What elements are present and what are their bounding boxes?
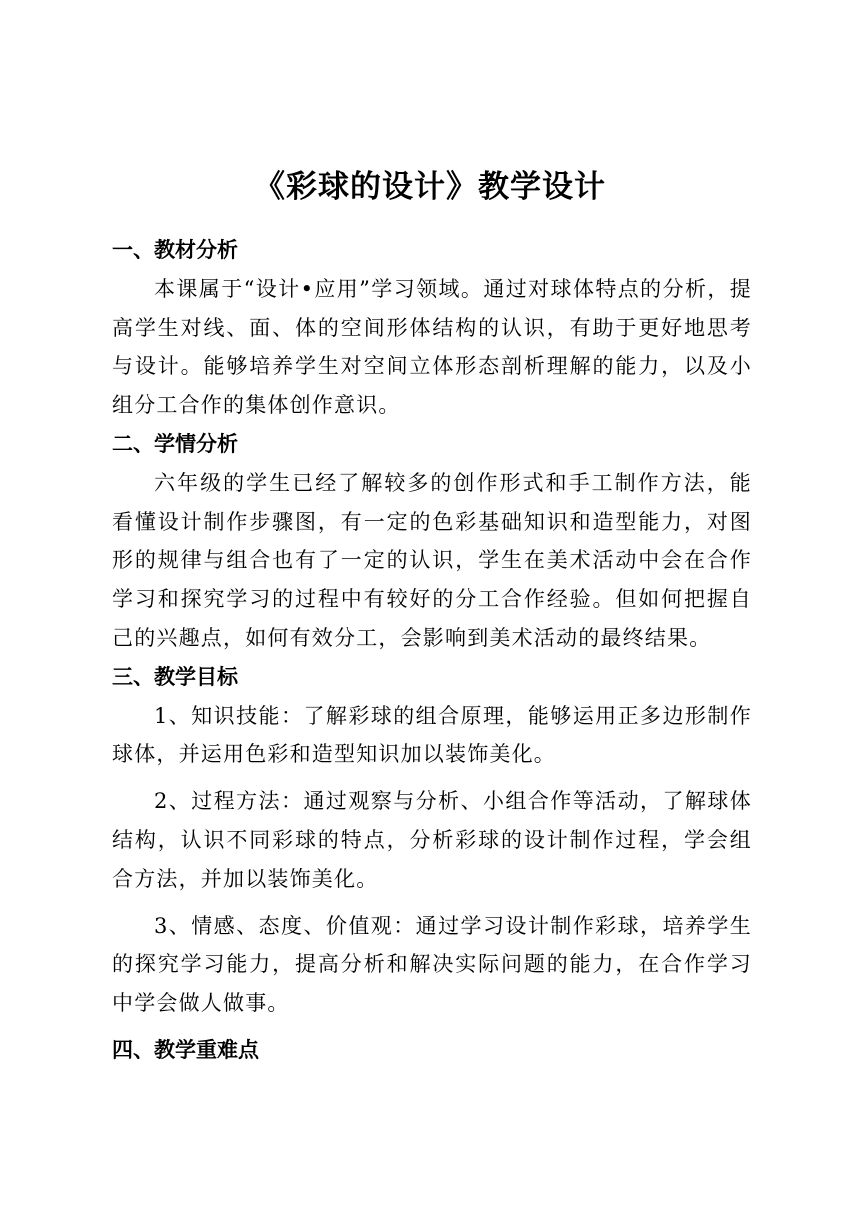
body-paragraph: 六年级的学生已经了解较多的创作形式和手工制作方法，能看懂设计制作步骤图，有一定的色彩基础知识和造型能力，对图形的规律与组合也有了一定的认识，学生在美术活动中会在合作学习和探究学习的过程中有较好的分工合作经验。但如何把握自己的兴趣点，如何有效分工，会影响到美术活动的最终结果。 bbox=[112, 470, 752, 650]
section-heading: 一、教材分析 bbox=[112, 238, 238, 262]
section-teaching-objectives bbox=[112, 658, 752, 1023]
section-key-points bbox=[112, 1031, 752, 1070]
body-paragraph: 本课属于“设计•应用”学习领域。通过对球体特点的分析，提高学生对线、面、体的空间形体结构的认识，有助于更好地思考与设计。能够培养学生对空间立体形态剖析理解的能力，以及小组分工合作的集体创作意识。 bbox=[112, 276, 752, 418]
section-student-analysis bbox=[112, 425, 752, 658]
document-body bbox=[112, 231, 752, 1070]
section-textbook-analysis bbox=[112, 231, 752, 425]
objective-paragraph: 3、情感、态度、价值观：通过学习设计制作彩球，培养学生的探究学习能力，提高分析和解决实际问题的能力，在合作学习中学会做人做事。 bbox=[112, 913, 752, 1016]
objective-paragraph: 1、知识技能：了解彩球的组合原理，能够运用正多边形制作球体，并运用色彩和造型知识加以装饰美化。 bbox=[112, 703, 752, 767]
section-heading: 四、教学重难点 bbox=[112, 1037, 259, 1062]
section-heading: 三、教学目标 bbox=[112, 664, 238, 689]
document-title: 《彩球的设计》教学设计 bbox=[254, 168, 606, 205]
section-heading: 二、学情分析 bbox=[112, 431, 238, 456]
objective-paragraph: 2、过程方法：通过观察与分析、小组合作等活动，了解球体结构，认识不同彩球的特点，分析彩球的设计制作过程，学会组合方法，并加以装饰美化。 bbox=[112, 789, 752, 891]
